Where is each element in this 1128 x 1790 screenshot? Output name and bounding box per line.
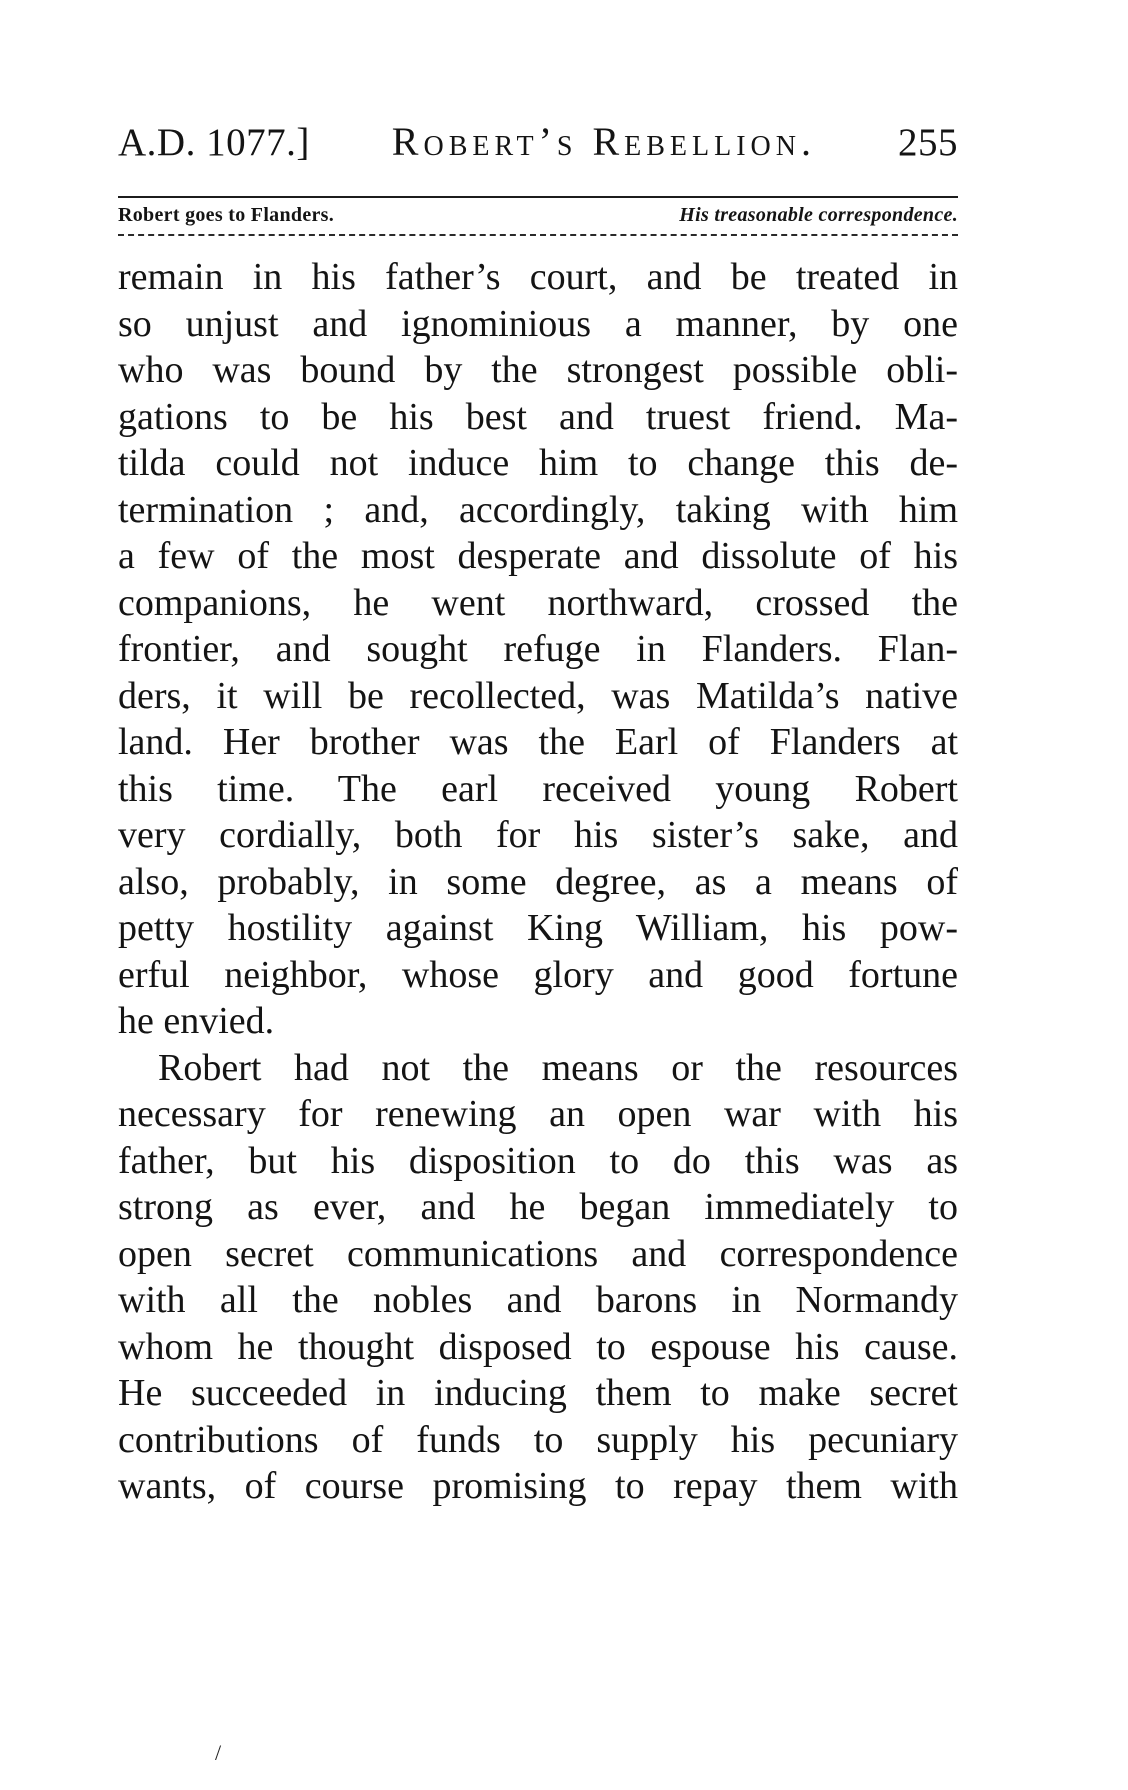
header-date: A.D. 1077.] (118, 121, 310, 164)
text-line: necessary for renewing an open war with his (118, 1093, 958, 1135)
text-line: petty hostility against King William, his pow- (118, 907, 958, 949)
subheads (118, 198, 958, 232)
subhead-left: Robert goes to Flanders. (118, 203, 335, 226)
text-line: a few of the most desperate and dissolute of his (118, 535, 958, 577)
text-line: frontier, and sought refuge in Flanders. Flan- (118, 628, 958, 670)
text-line: father, but his disposition to do this was as (118, 1139, 958, 1182)
running-head (118, 118, 958, 178)
text-line: Robert had not the means or the resources (158, 1046, 958, 1089)
text-line: whom he thought disposed to espouse his cause. (118, 1325, 958, 1368)
stray-mark: / (215, 1740, 222, 1765)
text-line: gations to be his best and truest friend. Ma- (118, 395, 958, 438)
text-line: who was bound by the strongest possible obli- (118, 349, 958, 391)
text-line: termination ; and, accordingly, taking with him (118, 488, 958, 531)
text-line: ders, it will be recollected, was Matilda’s native (118, 674, 958, 717)
text-line: also, probably, in some degree, as a means of (118, 860, 958, 903)
text-line: he envied. (118, 1000, 275, 1042)
body-text (118, 254, 958, 1510)
subhead-right: His treasonable correspondence. (679, 203, 958, 226)
page-number: 255 (897, 121, 958, 164)
header-title: Robert’s Rebellion. (391, 119, 817, 164)
text-line: erful neighbor, whose glory and good fortune (118, 953, 958, 996)
text-line: strong as ever, and he began immediately to (118, 1186, 958, 1228)
text-line: land. Her brother was the Earl of Flanders at (118, 721, 958, 763)
text-line: He succeeded in inducing them to make secret (118, 1372, 958, 1414)
text-line: very cordially, both for his sister’s sake, and (118, 814, 958, 856)
text-line: remain in his father’s court, and be treated in (118, 256, 958, 298)
text-line: tilda could not induce him to change this de- (118, 442, 958, 484)
text-line: contributions of funds to supply his pecuniary (118, 1418, 958, 1461)
text-line: so unjust and ignominious a manner, by one (118, 302, 958, 345)
text-line: this time. The earl received young Robert (118, 767, 958, 810)
subhead-rule (118, 234, 958, 237)
text-line: companions, he went northward, crossed the (118, 581, 958, 624)
text-line: with all the nobles and barons in Normandy (118, 1279, 958, 1321)
book-page (118, 0, 958, 1790)
text-line: open secret communications and correspondence (118, 1232, 958, 1275)
text-line: wants, of course promising to repay them with (118, 1465, 958, 1507)
